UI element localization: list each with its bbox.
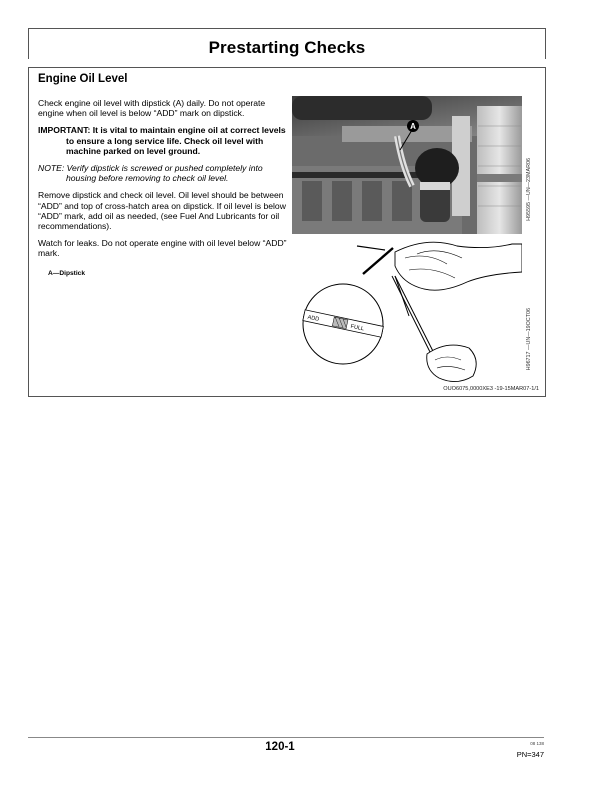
remove-dipstick-paragraph: Remove dipstick and check oil level. Oil level should be between “ADD” and top of cross-hatch area on dipstick. If oil level is below “ADD” mark, add oil as needed, (see Fuel And Lubricants for oil recommendations).: [38, 190, 286, 232]
footer-code: 08 138: [530, 741, 544, 746]
page-title: Prestarting Checks: [208, 38, 366, 57]
page-number: 120-1: [265, 741, 295, 753]
engine-compartment-photo: [292, 96, 522, 234]
callout-a-label: A: [410, 122, 416, 131]
dipstick-illustration: [297, 236, 522, 388]
figure-1-code: H95595 —UN—23MAR06: [526, 158, 532, 221]
pn-number: PN=347: [516, 750, 544, 759]
footer-divider: [28, 737, 544, 738]
note: NOTE: Verify dipstick is screwed or pushed completely into housing before removing to check oil level.: [38, 163, 263, 184]
check-oil-paragraph: Check engine oil level with dipstick (A) daily. Do not operate engine when oil level is below “ADD” mark on dipstick.: [38, 98, 266, 119]
dipstick-add-mark: ADD: [306, 314, 320, 323]
page-header: [28, 28, 546, 59]
section-title: Engine Oil Level: [38, 73, 128, 85]
watch-leaks-paragraph: Watch for leaks. Do not operate engine with oil level below “ADD” mark.: [38, 238, 287, 259]
engine-oil-level-section: [28, 67, 546, 397]
dipstick-full-mark: FULL: [349, 323, 365, 333]
figure-2-code: H96717 —UN—19OCT06: [526, 308, 532, 371]
instructions-column: [38, 98, 288, 286]
figure-legend: A—Dipstick: [48, 269, 86, 277]
document-id: OUO6075,0000XE3 -19-15MAR07-1/1: [443, 386, 539, 392]
important-notice: IMPORTANT: It is vital to maintain engine oil at correct levels to ensure a long service life. Check oil level with machine parked on level ground.: [38, 125, 286, 156]
callout-a-badge: [407, 120, 419, 132]
